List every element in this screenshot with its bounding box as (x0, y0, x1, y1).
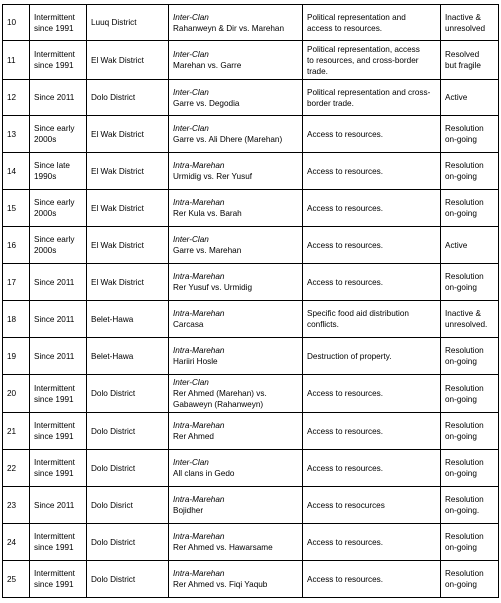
conflict-type: Intra-Marehan (173, 272, 225, 281)
row-number: 21 (3, 413, 30, 450)
conflict-type: Inter-Clan (173, 458, 209, 467)
conflict-period: Since late 1990s (30, 153, 87, 190)
conflict-type: Intra-Marehan (173, 161, 225, 170)
conflict-issue: Specific food aid distribution conflicts. (303, 301, 441, 338)
conflict-location: Belet-Hawa (87, 338, 169, 375)
conflict-status: Active (441, 227, 499, 264)
table-row (3, 338, 499, 375)
conflict-status: Resolution on-going (441, 375, 499, 413)
row-number: 15 (3, 190, 30, 227)
conflict-status: Resolution on-going. (441, 487, 499, 524)
conflict-status: Inactive & unresolved (441, 5, 499, 41)
conflict-status: Resolution on-going (441, 338, 499, 375)
conflict-parties-cell (169, 41, 303, 80)
row-number: 19 (3, 338, 30, 375)
conflict-location: El Wak District (87, 116, 169, 153)
row-number: 20 (3, 375, 30, 413)
conflict-type: Intra-Marehan (173, 309, 225, 318)
conflict-parties: Urmidig vs. Rer Yusuf (173, 172, 253, 181)
conflict-period: Since 2011 (30, 301, 87, 338)
conflict-table (2, 4, 499, 598)
conflict-period: Since 2011 (30, 487, 87, 524)
conflict-issue: Political representation and cross- border trade. (303, 80, 441, 116)
row-number: 25 (3, 561, 30, 598)
conflict-period: Since early 2000s (30, 116, 87, 153)
conflict-parties-cell (169, 561, 303, 598)
conflict-location: Dolo District (87, 450, 169, 487)
table-row (3, 5, 499, 41)
conflict-location: El Wak District (87, 153, 169, 190)
conflict-parties: Rer Ahmed (173, 432, 214, 441)
conflict-issue: Access to resources. (303, 227, 441, 264)
conflict-period: Since 2011 (30, 338, 87, 375)
table-row (3, 301, 499, 338)
conflict-period: Intermittent since 1991 (30, 5, 87, 41)
row-number: 14 (3, 153, 30, 190)
conflict-issue: Access to resocurces (303, 487, 441, 524)
row-number: 23 (3, 487, 30, 524)
conflict-status: Resolution on-going (441, 561, 499, 598)
row-number: 10 (3, 5, 30, 41)
conflict-issue: Access to resources. (303, 116, 441, 153)
conflict-location: Dolo District (87, 561, 169, 598)
conflict-status: Resolution on-going (441, 153, 499, 190)
conflict-parties-cell (169, 301, 303, 338)
conflict-parties: Rer Kula vs. Barah (173, 209, 242, 218)
conflict-issue: Access to resources. (303, 264, 441, 301)
conflict-issue: Access to resources. (303, 190, 441, 227)
conflict-location: Dolo District (87, 375, 169, 413)
conflict-parties: Garre vs. Degodia (173, 98, 240, 108)
conflict-parties-cell (169, 375, 303, 413)
conflict-table-body (3, 5, 499, 598)
conflict-location: Belet-Hawa (87, 301, 169, 338)
conflict-parties: Rer Ahmed vs. Fiqi Yaqub (173, 580, 268, 589)
row-number: 12 (3, 80, 30, 116)
conflict-period: Intermittent since 1991 (30, 375, 87, 413)
table-row (3, 375, 499, 413)
conflict-parties: All clans in Gedo (173, 469, 235, 478)
conflict-type: Intra-Marehan (173, 495, 225, 504)
conflict-type: Intra-Marehan (173, 532, 225, 541)
row-number: 13 (3, 116, 30, 153)
conflict-type: Intra-Marehan (173, 198, 225, 207)
row-number: 24 (3, 524, 30, 561)
conflict-period: Since early 2000s (30, 190, 87, 227)
conflict-type: Intra-Marehan (173, 421, 225, 430)
row-number: 17 (3, 264, 30, 301)
conflict-parties: Rer Ahmed vs. Hawarsame (173, 543, 273, 552)
conflict-issue: Access to resources. (303, 561, 441, 598)
conflict-issue: Destruction of property. (303, 338, 441, 375)
conflict-issue: Political representation and access to resources. (303, 5, 441, 41)
conflict-period: Intermittent since 1991 (30, 561, 87, 598)
conflict-type: Inter-Clan (173, 235, 209, 244)
conflict-parties-cell (169, 153, 303, 190)
table-row (3, 80, 499, 116)
table-row (3, 450, 499, 487)
conflict-period: Since 2011 (30, 264, 87, 301)
conflict-issue: Access to resources. (303, 153, 441, 190)
row-number: 16 (3, 227, 30, 264)
conflict-status: Resolution on-going (441, 264, 499, 301)
conflict-location: El Wak District (87, 190, 169, 227)
conflict-parties-cell (169, 338, 303, 375)
conflict-status: Active (441, 80, 499, 116)
conflict-issue: Access to resources. (303, 375, 441, 413)
row-number: 11 (3, 41, 30, 80)
table-row (3, 561, 499, 598)
table-row (3, 524, 499, 561)
conflict-parties-cell (169, 450, 303, 487)
table-row (3, 190, 499, 227)
row-number: 22 (3, 450, 30, 487)
conflict-parties-cell (169, 413, 303, 450)
conflict-table-page (2, 4, 498, 598)
conflict-type: Inter-Clan (173, 12, 209, 22)
conflict-period: Since early 2000s (30, 227, 87, 264)
table-row (3, 413, 499, 450)
table-row (3, 153, 499, 190)
conflict-parties-cell (169, 80, 303, 116)
table-row (3, 227, 499, 264)
conflict-status: Resolution on-going (441, 190, 499, 227)
conflict-parties: Hariiri Hosle (173, 357, 218, 366)
conflict-parties: Rer Yusuf vs. Urmidig (173, 283, 253, 292)
conflict-type: Inter-Clan (173, 124, 209, 133)
conflict-parties: Rer Ahmed (Marehan) vs. Gabaweyn (Rahanweyn) (173, 389, 267, 409)
conflict-parties: Carcasa (173, 320, 204, 329)
conflict-parties-cell (169, 264, 303, 301)
conflict-status: Resolution on-going (441, 413, 499, 450)
conflict-period: Intermittent since 1991 (30, 524, 87, 561)
conflict-issue: Political representation, access to resources, and cross-border trade. (303, 41, 441, 80)
conflict-status: Resolution on-going (441, 524, 499, 561)
conflict-issue: Access to resources. (303, 450, 441, 487)
conflict-issue: Access to resources. (303, 524, 441, 561)
conflict-parties-cell (169, 487, 303, 524)
conflict-location: El Wak District (87, 41, 169, 80)
conflict-type: Inter-Clan (173, 87, 209, 97)
conflict-parties-cell (169, 227, 303, 264)
conflict-parties: Rahanweyn & Dir vs. Marehan (173, 23, 285, 33)
table-row (3, 116, 499, 153)
conflict-location: Dolo District (87, 524, 169, 561)
conflict-status: Resolution on-going (441, 116, 499, 153)
conflict-location: Luuq District (87, 5, 169, 41)
conflict-parties: Marehan vs. Garre (173, 61, 242, 70)
conflict-location: El Wak District (87, 227, 169, 264)
conflict-parties-cell (169, 116, 303, 153)
conflict-parties: Garre vs. Ali Dhere (Marehan) (173, 135, 283, 144)
conflict-type: Inter-Clan (173, 50, 209, 59)
table-row (3, 41, 499, 80)
conflict-location: Dolo District (87, 80, 169, 116)
conflict-parties-cell (169, 524, 303, 561)
conflict-type: Intra-Marehan (173, 346, 225, 355)
conflict-parties-cell (169, 190, 303, 227)
conflict-location: El Wak District (87, 264, 169, 301)
conflict-parties: Garre vs. Marehan (173, 246, 242, 255)
conflict-status: Resolved but fragile (441, 41, 499, 80)
table-row (3, 487, 499, 524)
table-row (3, 264, 499, 301)
conflict-issue: Access to resources. (303, 413, 441, 450)
conflict-type: Inter-Clan (173, 378, 209, 387)
conflict-type: Intra-Marehan (173, 569, 225, 578)
conflict-parties-cell (169, 5, 303, 41)
conflict-period: Intermittent since 1991 (30, 450, 87, 487)
conflict-status: Inactive & unresolved. (441, 301, 499, 338)
conflict-parties: Bojidher (173, 506, 204, 515)
conflict-period: Intermittent since 1991 (30, 41, 87, 80)
conflict-period: Intermittent since 1991 (30, 413, 87, 450)
row-number: 18 (3, 301, 30, 338)
conflict-period: Since 2011 (30, 80, 87, 116)
conflict-location: Dolo District (87, 413, 169, 450)
conflict-status: Resolution on-going (441, 450, 499, 487)
conflict-location: Dolo Disrict (87, 487, 169, 524)
